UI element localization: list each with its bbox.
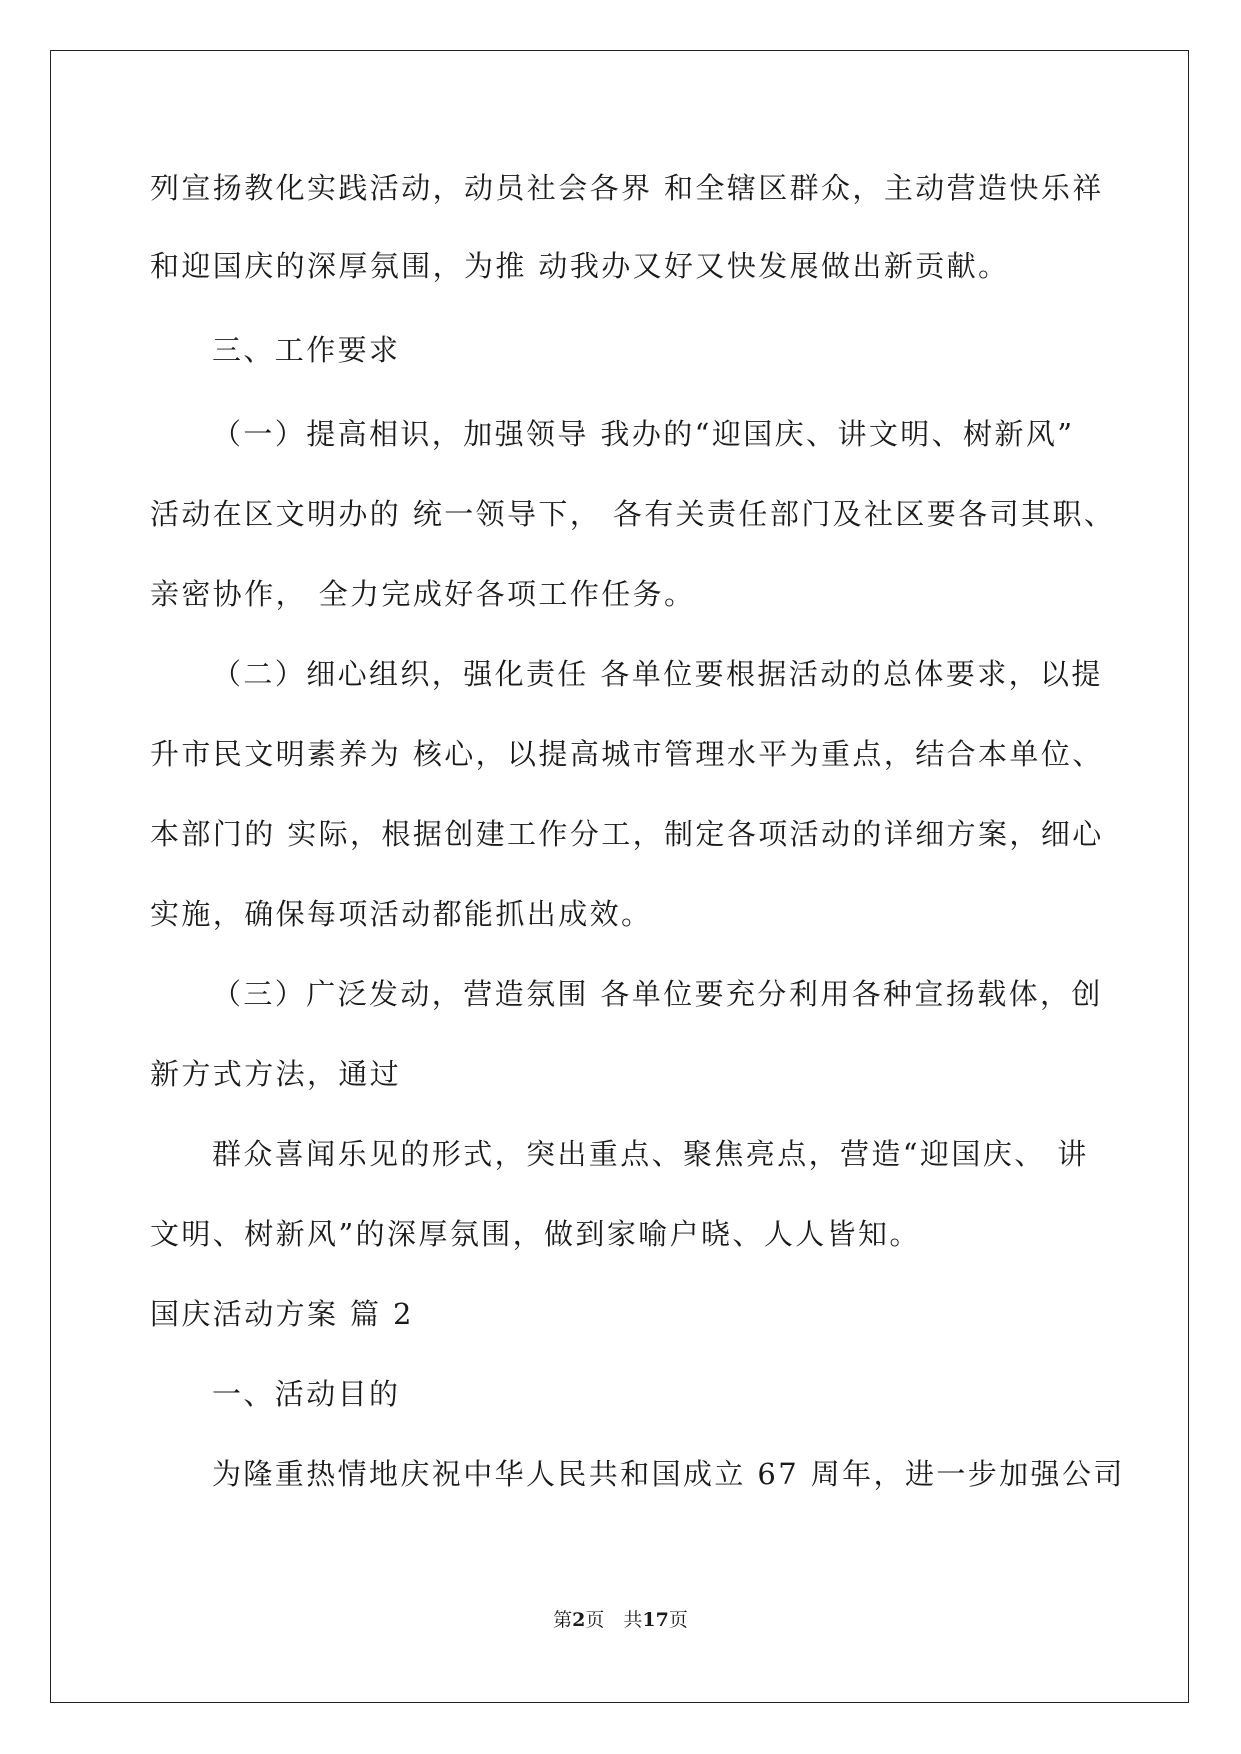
footer-suffix: 页 — [668, 1609, 688, 1631]
article-title: 国庆活动方案 篇 2 — [150, 1297, 414, 1331]
paragraph-line: 实施，确保每项活动都能抓出成效。 — [150, 897, 653, 931]
paragraph-line: 群众喜闻乐见的形式，突出重点、聚焦亮点，营造“迎国庆、 讲 — [212, 1137, 1089, 1171]
footer-total-pages: 17 — [642, 1609, 669, 1631]
paragraph-line: 文明、树新风”的深厚氛围，做到家喻户晓、人人皆知。 — [150, 1217, 921, 1251]
section-heading: 一、活动目的 — [212, 1377, 401, 1411]
page-footer — [0, 1608, 1241, 1632]
paragraph-line: 新方式方法，通过 — [150, 1057, 402, 1091]
paragraph-line: 列宣扬教化实践活动，动员社会各界 和全辖区群众，主动营造快乐祥 — [150, 171, 1104, 205]
footer-current-page: 2 — [572, 1609, 586, 1631]
paragraph-line: 本部门的 实际，根据创建工作分工，制定各项活动的详细方案，细心 — [150, 817, 1104, 851]
paragraph-line: 亲密协作， 全力完成好各项工作任务。 — [150, 577, 696, 611]
paragraph-line: （二）细心组织，强化责任 各单位要根据活动的总体要求，以提 — [212, 657, 1103, 691]
paragraph-line: 为隆重热情地庆祝中华人民共和国成立 67 周年，进一步加强公司 — [212, 1457, 1125, 1491]
section-heading: 三、工作要求 — [212, 333, 401, 367]
paragraph-line: （三）广泛发动，营造氛围 各单位要充分利用各种宣扬载体，创 — [212, 977, 1103, 1011]
paragraph-line: 和迎国庆的深厚氛围，为推 动我办又好又快发展做出新贡献。 — [150, 249, 1010, 283]
footer-middle: 页 共 — [585, 1609, 643, 1631]
paragraph-line: （一）提高相识，加强领导 我办的“迎国庆、讲文明、树新风” — [212, 417, 1075, 451]
footer-prefix: 第 — [553, 1609, 573, 1631]
paragraph-line: 活动在区文明办的 统一领导下， 各有关责任部门及社区要各司其职、 — [150, 497, 1116, 531]
paragraph-line: 升市民文明素养为 核心，以提高城市管理水平为重点，结合本单位、 — [150, 737, 1104, 771]
